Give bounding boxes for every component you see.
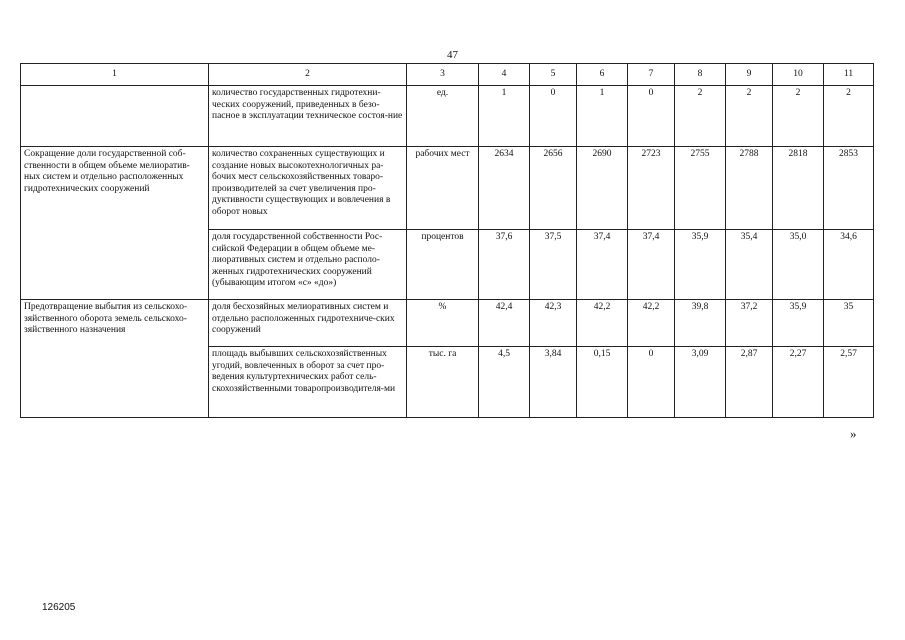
value-cell: 1 — [479, 86, 530, 147]
indicator-cell: количество сохраненных существующих и создание новых высокотехнологичных ра-бочих мест сельскохозяйственных товаро-производителей за счет увеличения про-дуктивности существующих и вовлечения в оборот новых — [209, 147, 407, 230]
value-cell: 2,57 — [824, 347, 874, 418]
value-cell: 0 — [530, 86, 577, 147]
value-cell: 37,5 — [530, 230, 577, 300]
value-cell: 1 — [577, 86, 628, 147]
value-cell: 35 — [824, 300, 874, 347]
value-cell: 35,9 — [773, 300, 824, 347]
value-cell: 39,8 — [675, 300, 726, 347]
indicator-cell: количество государственных гидротехни-ческих сооружений, приведенных в безо-пасное в эксплуатации техническое состоя-ние — [209, 86, 407, 147]
value-cell: 42,4 — [479, 300, 530, 347]
value-cell: 2 — [773, 86, 824, 147]
value-cell: 2 — [726, 86, 773, 147]
value-cell: 4,5 — [479, 347, 530, 418]
value-cell: 3,09 — [675, 347, 726, 418]
unit-cell: процентов — [407, 230, 479, 300]
value-cell: 2853 — [824, 147, 874, 230]
column-header: 4 — [479, 64, 530, 86]
value-cell: 2690 — [577, 147, 628, 230]
column-header: 11 — [824, 64, 874, 86]
column-header: 9 — [726, 64, 773, 86]
value-cell: 0 — [628, 347, 675, 418]
value-cell: 2 — [675, 86, 726, 147]
goal-cell: Сокращение доли государственной соб-ственности в общем объеме мелиоратив-ных систем и отдельно расположенных гидротехнических сооружений — [21, 147, 209, 300]
value-cell: 2788 — [726, 147, 773, 230]
value-cell: 0,15 — [577, 347, 628, 418]
value-cell: 35,9 — [675, 230, 726, 300]
unit-cell: % — [407, 300, 479, 347]
value-cell: 42,2 — [577, 300, 628, 347]
page-number: 47 — [447, 49, 458, 61]
column-header: 10 — [773, 64, 824, 86]
value-cell: 34,6 — [824, 230, 874, 300]
value-cell: 35,0 — [773, 230, 824, 300]
value-cell: 35,4 — [726, 230, 773, 300]
value-cell: 2723 — [628, 147, 675, 230]
value-cell: 2755 — [675, 147, 726, 230]
value-cell: 37,2 — [726, 300, 773, 347]
column-header: 3 — [407, 64, 479, 86]
unit-cell: рабочих мест — [407, 147, 479, 230]
value-cell: 42,3 — [530, 300, 577, 347]
value-cell: 2634 — [479, 147, 530, 230]
table-header-row — [21, 64, 874, 86]
value-cell: 2,27 — [773, 347, 824, 418]
value-cell: 2656 — [530, 147, 577, 230]
goal-cell — [21, 86, 209, 147]
value-cell: 0 — [628, 86, 675, 147]
indicator-cell: доля государственной собственности Рос-сийской Федерации в общем объеме ме-лиоративных систем и отдельно располо-женных гидротехнических сооружений (убывающим итогом «с» «до») — [209, 230, 407, 300]
column-header: 8 — [675, 64, 726, 86]
value-cell: 37,6 — [479, 230, 530, 300]
column-header: 6 — [577, 64, 628, 86]
value-cell: 3,84 — [530, 347, 577, 418]
indicator-cell: площадь выбывших сельскохозяйственных угодий, вовлеченных в оборот за счет про-ведения культуртехнических работ сель-скохозяйственными товаропроизводителя-ми — [209, 347, 407, 418]
column-header: 2 — [209, 64, 407, 86]
table-row — [21, 86, 874, 147]
goal-cell: Предотвращение выбытия из сельскохо-зяйственного оборота земель сельскохо-зяйственного назначения — [21, 300, 209, 418]
value-cell: 2,87 — [726, 347, 773, 418]
closing-quote: » — [850, 426, 857, 441]
value-cell: 42,2 — [628, 300, 675, 347]
value-cell: 37,4 — [577, 230, 628, 300]
column-header: 1 — [21, 64, 209, 86]
unit-cell: тыс. га — [407, 347, 479, 418]
indicators-table — [20, 63, 874, 418]
value-cell: 2818 — [773, 147, 824, 230]
column-header: 7 — [628, 64, 675, 86]
table-row — [21, 147, 874, 230]
column-header: 5 — [530, 64, 577, 86]
value-cell: 37,4 — [628, 230, 675, 300]
indicator-cell: доля бесхозяйных мелиоративных систем и отдельно расположенных гидротехниче-ских сооружений — [209, 300, 407, 347]
table-row — [21, 300, 874, 347]
document-id: 126205 — [42, 602, 76, 613]
unit-cell: ед. — [407, 86, 479, 147]
value-cell: 2 — [824, 86, 874, 147]
